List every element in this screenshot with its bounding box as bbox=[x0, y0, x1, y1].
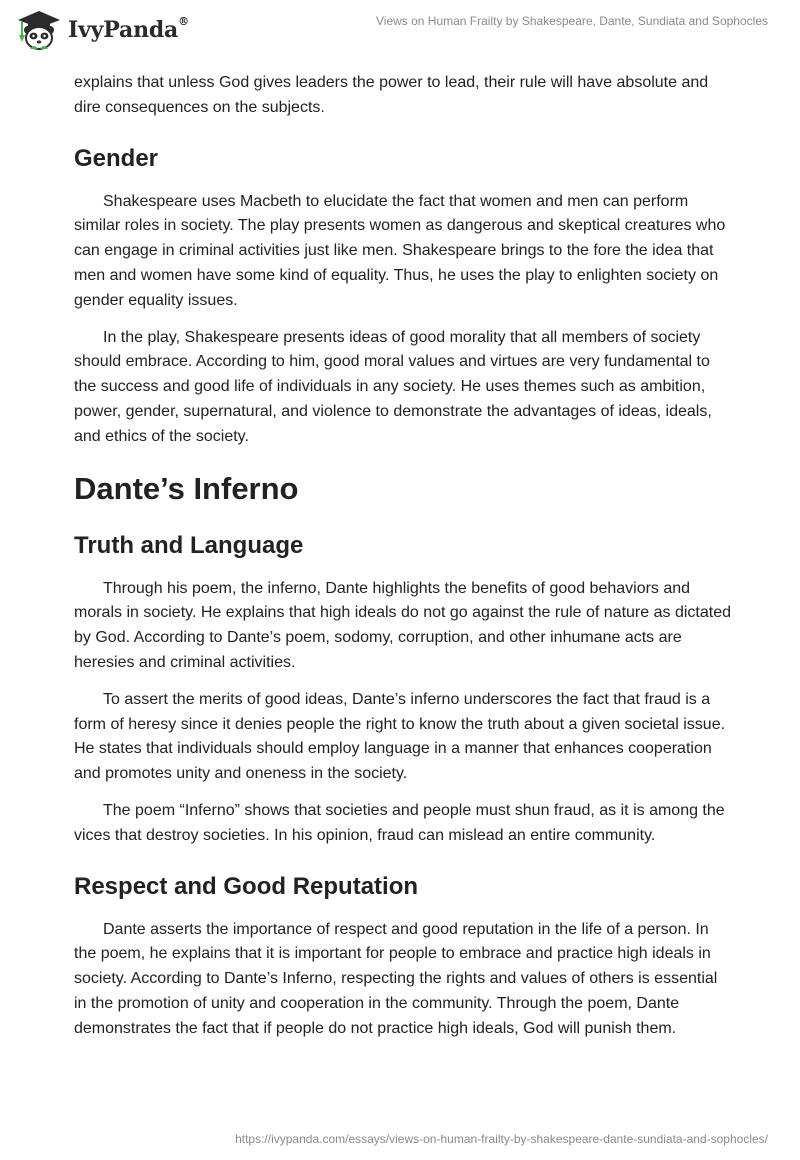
ivypanda-logo[interactable] bbox=[16, 9, 189, 51]
section-heading-truth-and-language: Truth and Language bbox=[74, 531, 304, 559]
paragraph: In the play, Shakespeare presents ideas of good morality that all members of society should embrace. According to him, good moral values and virtues are very fundamental to the success and good life of individuals in any society. He uses themes such as ambition, power, gender, supernatural, and violence to demonstrate the advantages of ideas, ideals, and ethics of the society. bbox=[74, 328, 712, 445]
document-title: Views on Human Frailty by Shakespeare, Dante, Sundiata and Sophocles bbox=[375, 14, 768, 28]
page-header bbox=[0, 0, 800, 60]
paragraph: The poem “Inferno” shows that societies and people must shun fraud, as it is among the vices that destroy societies. In his opinion, fraud can mislead an entire community. bbox=[74, 801, 725, 844]
brand-name: IvyPanda® bbox=[68, 15, 189, 43]
essay-body bbox=[74, 71, 734, 1054]
section-heading-dantes-inferno: Dante’s Inferno bbox=[74, 470, 299, 506]
section-heading-respect-and-good-reputation: Respect and Good Reputation bbox=[74, 872, 419, 900]
paragraph: Through his poem, the inferno, Dante highlights the benefits of good behaviors and morals in society. He explains that high ideals do not go against the rule of nature as dictated by God. According to Dante’s poem, sodomy, corruption, and other inhumane acts are heresies and criminal activities. bbox=[74, 579, 731, 671]
paragraph: explains that unless God gives leaders the power to lead, their rule will have absolute and dire consequences on the subjects. bbox=[74, 74, 709, 116]
paragraph: Shakespeare uses Macbeth to elucidate the fact that women and men can perform similar roles in society. The play presents women as dangerous and skeptical creatures who can engage in criminal activities just like men. Shakespeare brings to the fore the idea that men and women have some kind of equality. Thus, he uses the play to enlighten society on gender equality issues. bbox=[74, 192, 726, 309]
panda-graduate-icon bbox=[16, 9, 62, 51]
paragraph: To assert the merits of good ideas, Dante’s inferno underscores the fact that fraud is a form of heresy since it denies people the right to know the truth about a given societal issue. He states that individuals should employ language in a manner that enhances cooperation and promotes unity and oneness in the society. bbox=[74, 690, 726, 783]
section-heading-gender: Gender bbox=[74, 144, 159, 172]
paragraph: Dante asserts the importance of respect and good reputation in the life of a person. In the poem, he explains that it is important for people to embrace and practice high ideals in society. According to Dante’s Inferno, respecting the rights and values of others is essential in the promotion of unity and cooperation in the community. Through the poem, Dante demonstrates the fact that if people do not practice high ideals, God will punish them. bbox=[74, 920, 718, 1037]
registered-mark: ® bbox=[178, 15, 189, 28]
source-url[interactable]: https://ivypanda.com/essays/views-on-human-frailty-by-shakespeare-dante-sundiata-and-sophocles/ bbox=[235, 1132, 768, 1146]
